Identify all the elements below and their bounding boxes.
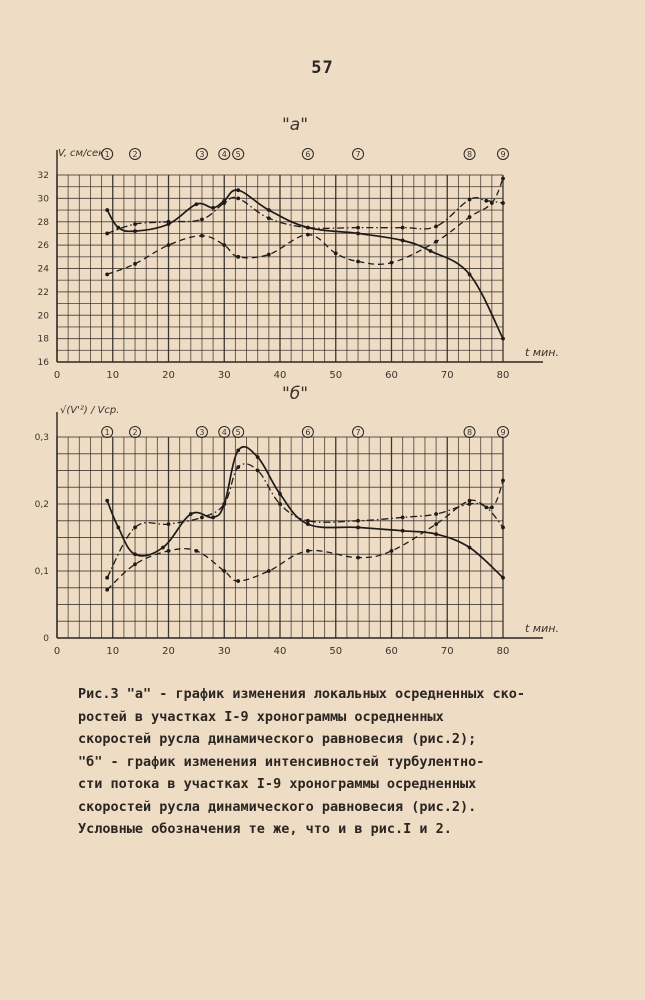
data-point <box>222 502 226 506</box>
caption-line: скоростей русла динамического равновесия (рис.2). <box>78 798 477 815</box>
data-point <box>434 522 438 526</box>
y-tick-label: 32 <box>37 171 49 181</box>
x-axis-label: t мин. <box>525 622 559 635</box>
series-line <box>107 481 503 590</box>
data-point <box>200 218 204 222</box>
data-point <box>434 240 438 244</box>
data-point <box>222 569 226 573</box>
section-marker <box>233 427 244 438</box>
section-marker-label: 2 <box>132 428 138 437</box>
data-point <box>256 455 260 459</box>
section-marker <box>353 427 364 438</box>
chart-b <box>0 383 645 663</box>
data-point <box>116 526 120 530</box>
section-marker <box>196 427 207 438</box>
x-tick-label: 70 <box>440 370 454 381</box>
section-marker <box>102 427 113 438</box>
data-point <box>167 243 171 247</box>
data-point <box>236 196 240 200</box>
section-marker-label: 7 <box>355 428 361 437</box>
data-point <box>222 201 226 205</box>
chart-title: "а" <box>281 115 309 135</box>
data-point <box>468 499 472 503</box>
data-point <box>133 222 137 226</box>
data-point <box>200 516 204 520</box>
x-axis-label: t мин. <box>525 346 559 359</box>
section-marker <box>353 149 364 160</box>
data-point <box>484 199 488 203</box>
section-marker-label: 3 <box>199 428 205 437</box>
section-marker-label: 6 <box>305 428 311 437</box>
y-tick-label: 18 <box>37 334 49 345</box>
data-point <box>256 469 260 473</box>
data-point <box>468 198 472 202</box>
data-point <box>468 502 472 506</box>
data-point <box>105 576 109 580</box>
y-tick-label: 16 <box>37 358 49 368</box>
data-point <box>222 243 226 247</box>
data-point <box>278 492 282 496</box>
x-tick-label: 50 <box>329 646 343 657</box>
x-tick-label: 0 <box>53 370 61 381</box>
data-point <box>306 519 310 523</box>
y-tick-label: 0 <box>43 634 49 644</box>
data-point <box>267 216 271 220</box>
x-tick-label: 30 <box>217 646 231 657</box>
series-dash-dot <box>105 464 505 580</box>
data-point <box>356 526 360 530</box>
data-point <box>194 202 198 206</box>
section-marker <box>233 149 244 160</box>
x-tick-label: 0 <box>53 646 61 657</box>
series-solid <box>105 447 505 580</box>
data-point <box>434 225 438 229</box>
data-point <box>434 512 438 516</box>
data-point <box>200 234 204 238</box>
x-tick-label: 30 <box>217 370 231 381</box>
section-marker <box>464 427 475 438</box>
x-tick-label: 20 <box>162 646 175 657</box>
data-point <box>306 549 310 553</box>
y-tick-label: 22 <box>37 287 49 298</box>
data-point <box>105 232 109 236</box>
y-axis-label: √(V'²) / Vср. <box>60 405 120 416</box>
x-tick-label: 60 <box>385 646 398 657</box>
x-tick-label: 80 <box>496 646 510 657</box>
data-point <box>356 232 360 236</box>
section-marker <box>464 149 475 160</box>
series-solid <box>105 188 505 340</box>
section-marker-label: 9 <box>500 428 506 437</box>
section-marker-label: 5 <box>235 428 241 437</box>
chart-title: "б" <box>281 384 309 404</box>
data-point <box>167 220 171 224</box>
data-point <box>133 552 137 556</box>
data-point <box>501 177 505 181</box>
data-point <box>133 262 137 266</box>
caption-line: Условные обозначения те же, что и в рис.I и 2. <box>78 821 452 837</box>
data-point <box>306 226 310 230</box>
section-marker <box>498 427 509 438</box>
data-point <box>278 502 282 506</box>
section-marker-label: 5 <box>235 150 241 159</box>
section-marker-label: 8 <box>467 428 473 437</box>
x-tick-label: 20 <box>162 370 175 381</box>
data-point <box>105 499 109 503</box>
data-point <box>468 272 472 276</box>
data-point <box>429 249 433 253</box>
grid <box>57 437 503 638</box>
data-point <box>105 272 109 276</box>
data-point <box>390 261 394 265</box>
data-point <box>501 576 505 580</box>
y-tick-label: 28 <box>37 217 49 228</box>
data-point <box>211 206 215 210</box>
section-marker-label: 9 <box>500 150 506 159</box>
data-point <box>236 579 240 583</box>
section-marker-label: 1 <box>104 428 110 437</box>
data-point <box>501 337 505 341</box>
data-point <box>390 549 394 553</box>
data-point <box>189 512 193 516</box>
data-point <box>490 505 494 509</box>
y-tick-label: 0,2 <box>34 500 49 510</box>
x-tick-label: 10 <box>106 646 120 657</box>
section-marker-label: 7 <box>355 150 361 159</box>
data-point <box>194 549 198 553</box>
section-marker-label: 1 <box>104 150 110 159</box>
section-marker <box>219 427 230 438</box>
data-point <box>401 529 405 533</box>
data-point <box>356 226 360 230</box>
section-marker-label: 2 <box>132 150 138 159</box>
data-point <box>236 449 240 453</box>
data-point <box>306 233 310 237</box>
data-point <box>267 569 271 573</box>
data-point <box>468 546 472 550</box>
figure-caption <box>78 683 598 841</box>
section-marker-label: 3 <box>199 150 205 159</box>
data-point <box>468 215 472 219</box>
data-point <box>401 516 405 520</box>
caption-line: сти потока в участках I-9 хронограммы осредненных <box>78 776 477 792</box>
section-marker <box>302 149 313 160</box>
data-point <box>267 253 271 257</box>
data-point <box>167 522 171 526</box>
page-number: 57 <box>311 58 334 78</box>
data-point <box>484 505 488 509</box>
y-tick-label: 30 <box>37 194 49 205</box>
data-point <box>167 549 171 553</box>
caption-line: скоростей русла динамического равновесия (рис.2); <box>78 731 477 747</box>
data-point <box>490 201 494 205</box>
y-tick-label: 24 <box>37 264 49 275</box>
section-marker <box>302 427 313 438</box>
y-tick-label: 26 <box>37 241 49 252</box>
x-tick-label: 40 <box>273 646 287 657</box>
section-marker-label: 4 <box>221 428 227 437</box>
data-point <box>133 229 137 233</box>
data-point <box>501 526 505 530</box>
y-tick-label: 0,3 <box>34 433 49 443</box>
data-point <box>434 532 438 536</box>
section-marker <box>130 427 141 438</box>
series-line <box>107 190 503 339</box>
section-marker <box>219 149 230 160</box>
y-axis-label: V, см/сек <box>58 148 105 159</box>
section-marker-label: 8 <box>467 150 473 159</box>
data-point <box>236 465 240 469</box>
section-marker <box>196 149 207 160</box>
data-point <box>334 251 338 255</box>
data-point <box>105 588 109 592</box>
data-point <box>356 260 360 264</box>
caption-line: Рис.3 "а" - график изменения локальных осредненных ско- <box>78 686 526 702</box>
data-point <box>133 526 137 530</box>
caption-line: ростей в участках I-9 хронограммы осредненных <box>78 708 444 725</box>
data-point <box>211 516 215 520</box>
data-point <box>116 226 120 230</box>
grid <box>57 175 503 362</box>
series-dashed <box>105 479 505 592</box>
data-point <box>236 188 240 192</box>
y-tick-label: 0,1 <box>34 567 49 577</box>
data-point <box>236 255 240 259</box>
data-point <box>401 226 405 230</box>
data-point <box>133 562 137 566</box>
data-point <box>161 546 165 550</box>
series-dash-dot <box>105 196 505 235</box>
data-point <box>267 208 271 212</box>
data-point <box>501 479 505 483</box>
x-tick-label: 50 <box>329 370 343 381</box>
data-point <box>356 519 360 523</box>
series-line <box>107 197 503 233</box>
data-point <box>306 522 310 526</box>
section-marker <box>130 149 141 160</box>
x-tick-label: 40 <box>273 370 287 381</box>
section-marker <box>498 149 509 160</box>
section-marker-label: 4 <box>221 150 227 159</box>
data-point <box>356 556 360 560</box>
x-tick-label: 70 <box>440 646 454 657</box>
x-tick-label: 60 <box>385 370 398 381</box>
section-marker-label: 6 <box>305 150 311 159</box>
x-tick-label: 10 <box>106 370 120 381</box>
x-tick-label: 80 <box>496 370 510 381</box>
caption-line: "б" - график изменения интенсивностей турбулентно- <box>78 753 485 770</box>
data-point <box>105 208 109 212</box>
data-point <box>501 201 505 205</box>
data-point <box>401 239 405 243</box>
y-tick-label: 20 <box>37 311 49 322</box>
chart-a <box>0 100 645 380</box>
